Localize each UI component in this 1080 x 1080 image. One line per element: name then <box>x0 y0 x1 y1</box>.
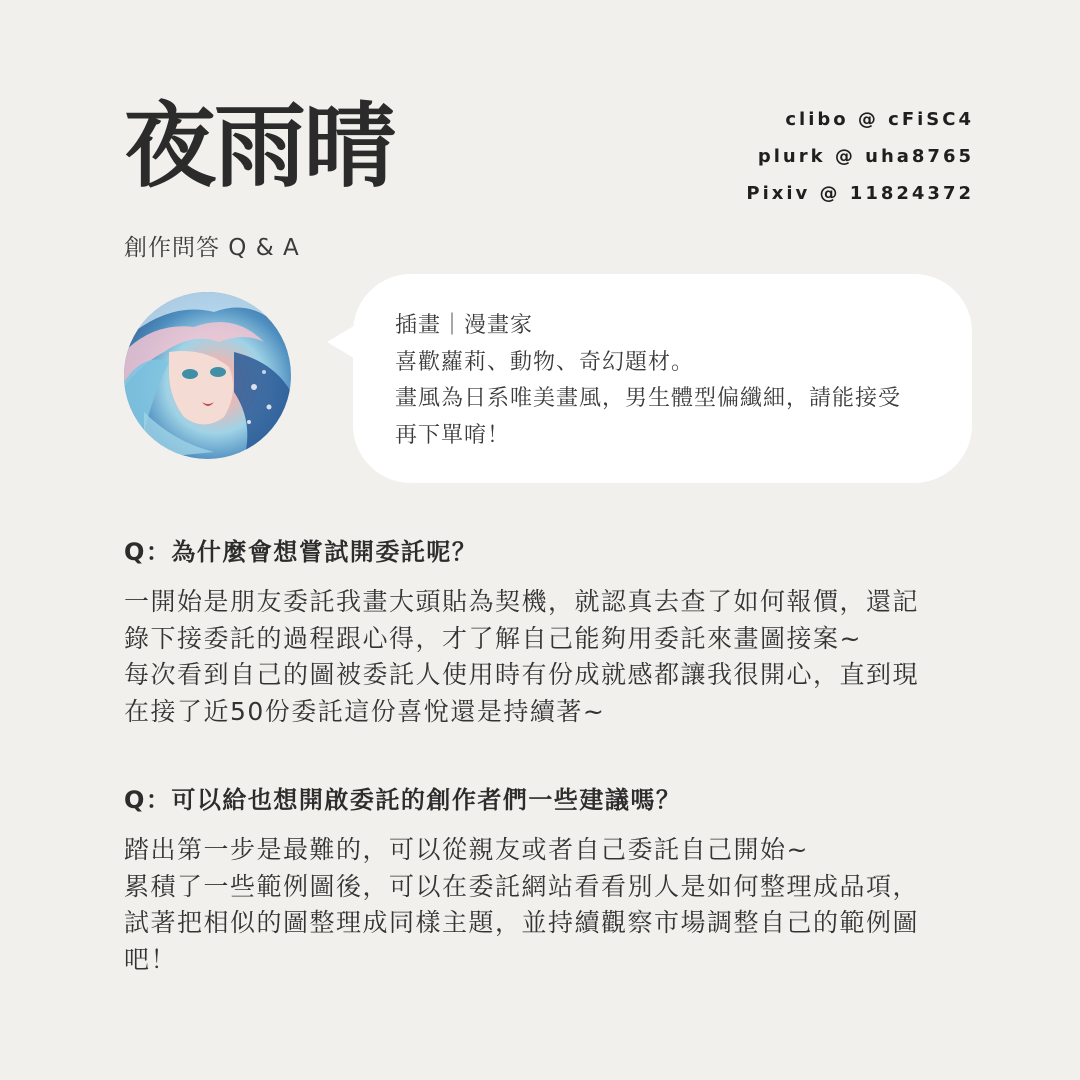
social-plurk: plurk @ uha8765 <box>757 146 974 167</box>
question-2: Q：可以給也想開啟委託的創作者們一些建議嗎？ <box>124 786 682 814</box>
answer-line: 在接了近50份委託這份喜悅還是持續著~ <box>124 696 606 726</box>
intro-line: 喜歡蘿莉、動物、奇幻題材。 <box>395 349 695 375</box>
avatar-illustration <box>124 292 291 459</box>
social-links <box>746 106 974 217</box>
answer-1 <box>124 584 964 730</box>
qa-section-2 <box>124 780 964 978</box>
answer-line: 每次看到自己的圖被委託人使用時有份成就感都讓我很開心，直到現 <box>124 660 920 689</box>
social-pixiv: Pixiv @ 11824372 <box>746 183 974 204</box>
answer-line: 試著把相似的圖整理成同樣主題，並持續觀察市場調整自己的範例圖 <box>124 908 920 937</box>
intro-line: 插畫｜漫畫家 <box>395 313 534 338</box>
answer-line: 累積了一些範例圖後，可以在委託網站看看別人是如何整理成品項， <box>124 871 920 901</box>
intro-line: 再下單唷！ <box>395 422 511 448</box>
answer-line: 錄下接委託的過程跟心得，才了解自己能夠用委託來畫圖接案~ <box>124 623 862 653</box>
avatar <box>124 292 291 459</box>
social-clibo: clibo @ cFiSC4 <box>785 109 974 130</box>
intro-text <box>395 308 901 454</box>
question-1: Q：為什麼會想嘗試開委託呢？ <box>124 538 478 566</box>
page-title: 夜雨晴 <box>124 93 395 200</box>
speech-bubble <box>353 274 972 483</box>
intro-line: 畫風為日系唯美畫風，男生體型偏纖細，請能接受 <box>395 386 902 411</box>
answer-line: 踏出第一步是最難的，可以從親友或者自己委託自己開始~ <box>124 835 809 864</box>
answer-line: 吧！ <box>124 944 178 974</box>
answer-line: 一開始是朋友委託我畫大頭貼為契機，就認真去查了如何報價，還記 <box>124 587 920 616</box>
page-subtitle: 創作問答 Q & A <box>124 235 300 261</box>
answer-2 <box>124 832 964 978</box>
qa-section-1 <box>124 532 964 730</box>
